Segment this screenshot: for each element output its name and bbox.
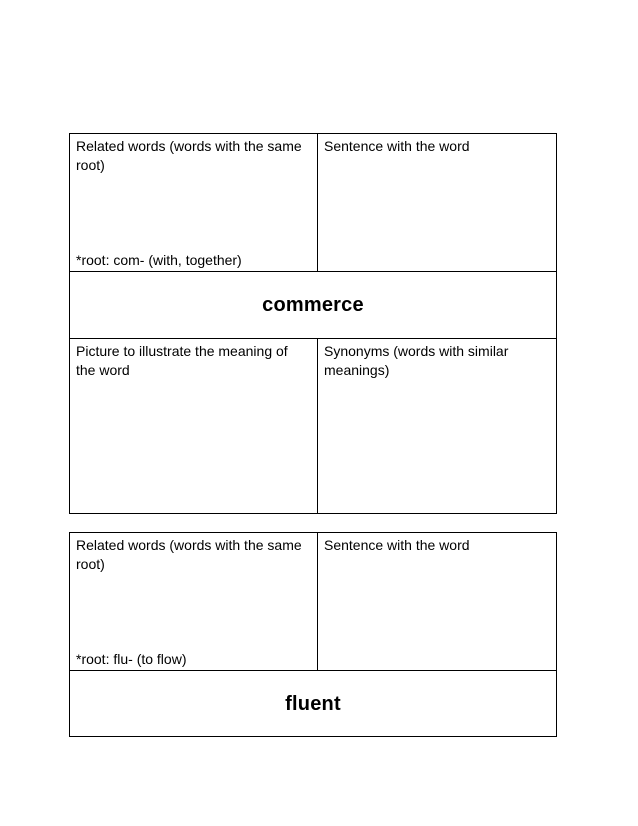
- card-top-row: [70, 134, 556, 271]
- vocab-word-row: [70, 670, 556, 737]
- vocab-card-fluent: [69, 532, 557, 737]
- sentence-cell: [318, 134, 556, 271]
- root-note: *root: com- (with, together): [76, 252, 242, 268]
- sentence-label: Sentence with the word: [324, 537, 470, 553]
- related-words-cell: [70, 533, 318, 670]
- root-note: *root: flu- (to flow): [76, 651, 187, 667]
- related-words-cell: [70, 134, 318, 271]
- card-bottom-row: [70, 338, 556, 513]
- vocab-card-commerce: [69, 133, 557, 514]
- card-top-row: [70, 533, 556, 670]
- vocab-word-row: [70, 271, 556, 338]
- sentence-label: Sentence with the word: [324, 138, 470, 154]
- sentence-cell: [318, 533, 556, 670]
- synonyms-cell: [318, 339, 556, 513]
- picture-label: Picture to illustrate the meaning of the word: [76, 343, 288, 378]
- picture-cell: [70, 339, 318, 513]
- related-words-label: Related words (words with the same root): [76, 138, 302, 173]
- vocab-word: commerce: [262, 293, 364, 316]
- vocab-word: fluent: [285, 692, 341, 715]
- related-words-label: Related words (words with the same root): [76, 537, 302, 572]
- synonyms-label: Synonyms (words with similar meanings): [324, 343, 509, 378]
